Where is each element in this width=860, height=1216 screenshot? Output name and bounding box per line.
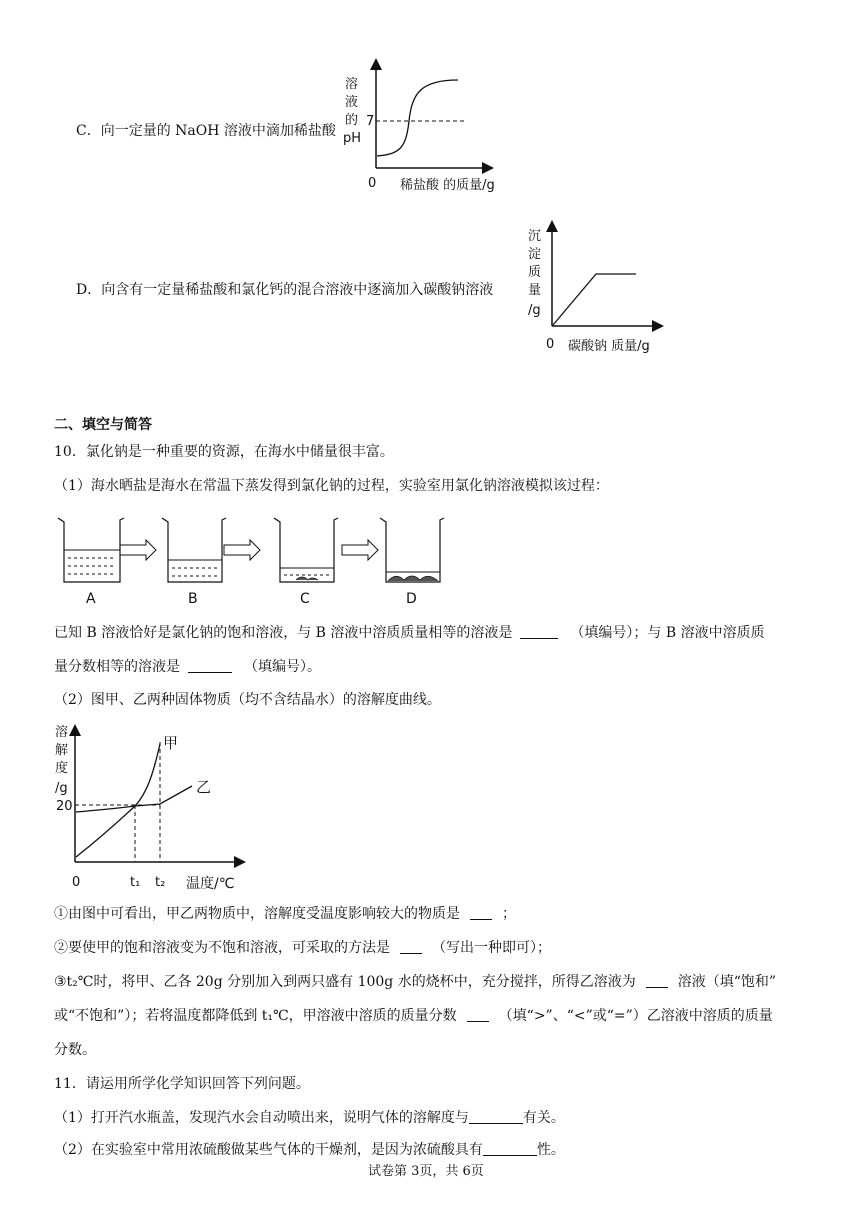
y-label-char: 淀 (528, 247, 542, 262)
text: 或“不饱和”）；若将温度都降低到 t₁℃，甲溶液中溶质的质量分数 (54, 1008, 457, 1024)
option-d-text: D．向含有一定量稀盐酸和氯化钙的混合溶液中逐滴加入碳酸钠溶液 (76, 282, 494, 298)
text: （填编号）；与 B 溶液中溶质质 (570, 625, 765, 641)
answer-blank[interactable] (520, 624, 558, 639)
origin-label: 0 (72, 875, 81, 890)
ph-curve (377, 80, 458, 156)
origin-label: 0 (368, 176, 377, 191)
text: 有关。 (522, 1110, 565, 1126)
section-heading: 二、填空与简答 (54, 417, 152, 433)
y-tick-20: 20 (56, 799, 73, 814)
q10-stem: 10．氯化钠是一种重要的资源，在海水中储量很丰富。 (54, 444, 394, 460)
y-label-char: 度 (55, 761, 69, 776)
series-label-jia: 甲 (163, 734, 179, 752)
answer-blank[interactable] (646, 973, 668, 988)
option-c-graph (340, 58, 510, 198)
y-label-char: 解 (55, 743, 69, 758)
origin-label: 0 (546, 337, 555, 352)
beaker-c (274, 518, 338, 607)
x-axis-label: 碳酸钠 质量/g (568, 339, 650, 354)
text: （1）打开汽水瓶盖，发现汽水会自动喷出来，说明气体的溶解度与 (54, 1110, 469, 1126)
q10-known-line2 (54, 657, 321, 677)
beaker-label: B (188, 591, 198, 607)
text: （写出一种即可）； (432, 940, 551, 956)
text: 已知 B 溶液恰好是氯化钠的饱和溶液，与 B 溶液中溶质质量相等的溶液是 (54, 625, 513, 641)
y-label-char: /g (55, 781, 68, 796)
precipitate-curve (553, 274, 636, 325)
text: （填编号）。 (244, 659, 321, 675)
arrow-icon (224, 540, 260, 560)
beaker-d (380, 518, 444, 607)
q11-p1 (54, 1108, 565, 1128)
answer-blank[interactable] (467, 1007, 489, 1022)
answer-blank[interactable] (188, 658, 232, 673)
page-footer: 试卷第 3页，共 6页 (368, 1164, 484, 1179)
text: （填“>”、“<”或“=”）乙溶液中溶质的质量 (498, 1008, 773, 1024)
q11-p2 (54, 1140, 565, 1160)
x-axis-label: 温度/℃ (186, 876, 235, 892)
arrow-icon (342, 540, 378, 560)
y-label-char: 液 (345, 95, 359, 110)
text: （2）在实验室中常用浓硫酸做某些气体的干燥剂，是因为浓硫酸具有 (54, 1142, 483, 1158)
q10-s3-line3: 分数。 (54, 1042, 96, 1058)
tick-t1: t₁ (130, 875, 141, 890)
text: 性。 (536, 1142, 565, 1158)
q10-part2: （2）图甲、乙两种固体物质（均不含结晶水）的溶解度曲线。 (54, 692, 441, 708)
q11-stem: 11．请运用所学化学知识回答下列问题。 (54, 1076, 310, 1092)
tick-t2: t₂ (155, 875, 166, 890)
text: 量分数相等的溶液是 (54, 659, 180, 675)
y-tick-7: 7 (366, 114, 375, 129)
option-c-text: C．向一定量的 NaOH 溶液中滴加稀盐酸 (76, 123, 336, 139)
q10-s3-line1 (54, 972, 776, 992)
series-label-yi: 乙 (196, 778, 212, 796)
y-label-char: 沉 (528, 229, 542, 244)
answer-blank[interactable] (470, 905, 492, 920)
curve-yi (76, 786, 192, 812)
beaker-label: D (406, 591, 417, 607)
q10-part1: （1）海水晒盐是海水在常温下蒸发得到氯化钠的过程，实验室用氯化钠溶液模拟该过程： (54, 478, 609, 494)
answer-blank[interactable] (469, 1109, 523, 1124)
beaker-label: C (300, 591, 310, 607)
y-label-char: pH (343, 131, 362, 146)
solubility-curve-graph (50, 720, 250, 892)
text: ①由图中可看出，甲乙两物质中，溶解度受温度影响较大的物质是 (54, 906, 460, 922)
q10-known-line1 (54, 623, 765, 643)
beaker-label: A (86, 591, 96, 607)
y-label-char: 质 (528, 265, 542, 280)
text: ③t₂℃时，将甲、乙各 20g 分别加入到两只盛有 100g 水的烧杯中，充分搅拌，所得乙溶液为 (54, 974, 636, 990)
beaker-b (162, 518, 226, 607)
q10-s2 (54, 938, 551, 958)
text: ②要使甲的饱和溶液变为不饱和溶液，可采取的方法是 (54, 940, 390, 956)
y-label-char: 的 (345, 113, 359, 128)
y-label-char: 量 (528, 283, 542, 298)
answer-blank[interactable] (483, 1141, 537, 1156)
answer-blank[interactable] (400, 939, 422, 954)
y-label-char: 溶 (55, 725, 69, 740)
arrow-icon (120, 540, 156, 560)
y-label-char: /g (528, 303, 541, 318)
beaker-a (58, 518, 124, 607)
beaker-evaporation-diagram (50, 516, 450, 608)
x-axis-label: 稀盐酸 的质量/g (400, 178, 495, 193)
q10-s3-line2 (54, 1006, 773, 1026)
curve-jia (76, 744, 160, 857)
text: 溶液（填“饱和” (677, 974, 777, 990)
option-d-graph (524, 220, 664, 360)
q10-s1 (54, 904, 516, 924)
y-label-char: 溶 (345, 77, 359, 92)
text: ； (502, 906, 516, 922)
